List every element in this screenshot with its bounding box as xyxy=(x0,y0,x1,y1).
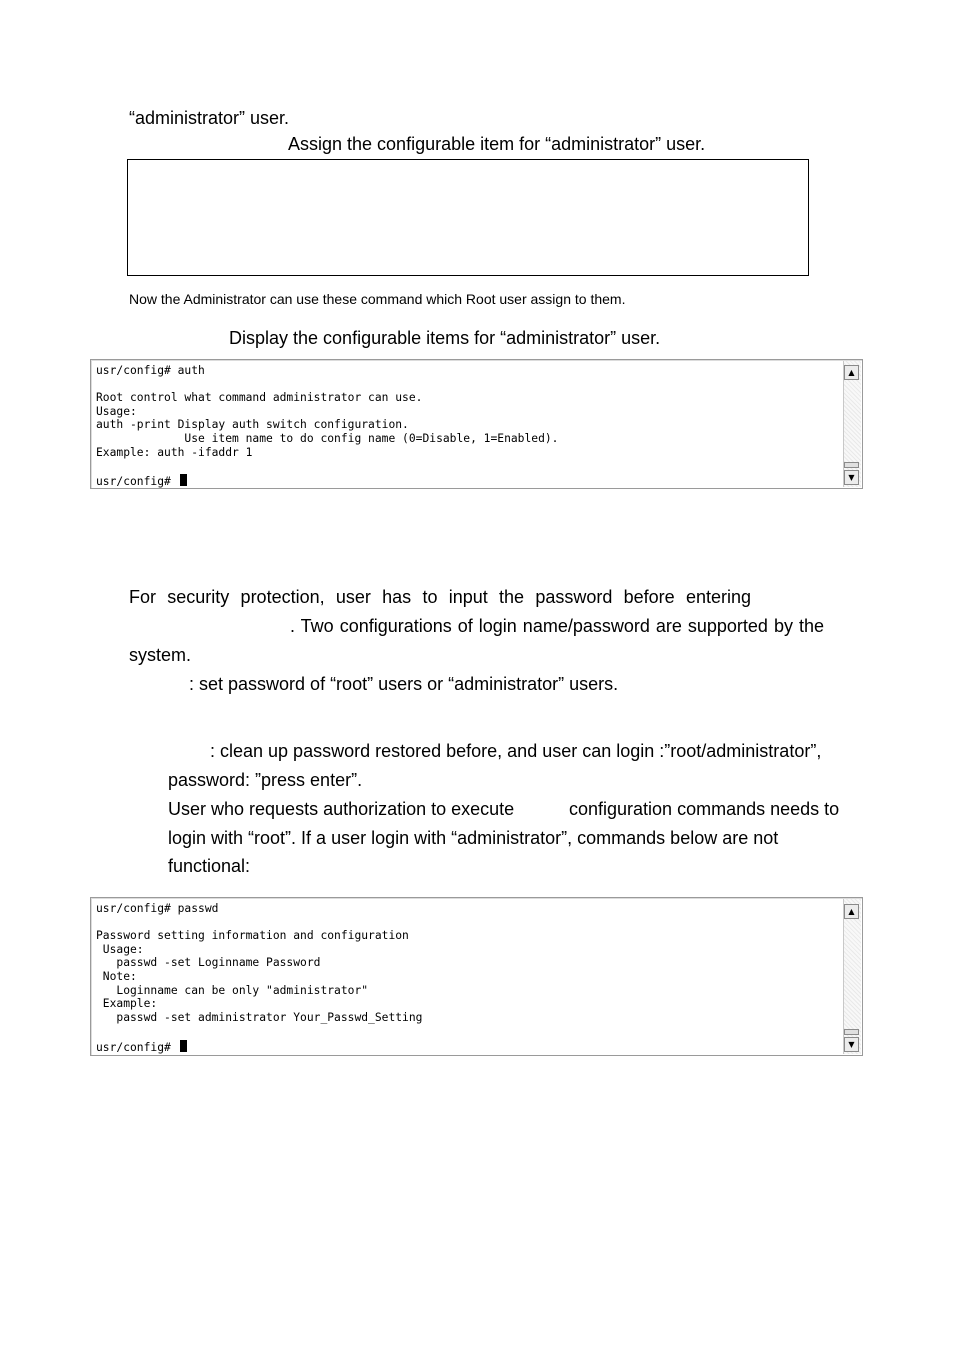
cursor-icon xyxy=(180,474,187,486)
terminal-auth-prompt[interactable] xyxy=(96,474,187,489)
para3-line1: : clean up password restored before, and user can login :”root/administrator”, xyxy=(210,741,822,761)
para3-line2: password: ”press enter”. xyxy=(168,770,363,790)
terminal-auth-output: usr/config# auth Root control what command administrator can use. Usage: auth -print Display auth switch configuration. Use item name to do config name (0=Disable, 1=Enabled). Example: auth -ifaddr 1 xyxy=(96,364,559,459)
para4-line3: functional: xyxy=(168,856,251,876)
terminal-passwd xyxy=(90,897,863,1056)
empty-example-box xyxy=(127,159,809,276)
para4-line2: login with “root”. If a user login with “administrator”, commands below are not xyxy=(168,828,779,848)
scroll-down-icon[interactable]: ▼ xyxy=(844,470,859,485)
note-text: Now the Administrator can use these command which Root user assign to them. xyxy=(129,291,626,307)
para1-line3: system. xyxy=(129,645,192,665)
para4-line1a: User who requests authorization to execute xyxy=(168,799,515,819)
terminal-passwd-output: usr/config# passwd Password setting information and configuration Usage: passwd -set Loginname Password Note: Loginname can be only "administrator" Example: passwd -set administrator Your_Passwd_Setting xyxy=(96,902,423,1024)
cursor-icon xyxy=(180,1040,187,1052)
display-caption: Display the configurable items for “administrator” user. xyxy=(229,328,661,348)
para1-line1: For security protection, user has to input the password before entering xyxy=(129,587,751,607)
scrollbar[interactable] xyxy=(843,361,861,487)
para4-line1b: configuration commands needs to xyxy=(569,799,840,819)
scroll-up-icon[interactable]: ▲ xyxy=(844,904,859,919)
scroll-up-icon[interactable]: ▲ xyxy=(844,365,859,380)
prompt-text: usr/config# xyxy=(96,1041,178,1054)
para2: : set password of “root” users or “administrator” users. xyxy=(189,674,619,694)
top-text: “administrator” user. xyxy=(129,108,290,128)
scroll-thumb[interactable] xyxy=(844,462,859,468)
terminal-auth xyxy=(90,359,863,489)
scrollbar[interactable] xyxy=(843,899,861,1054)
assign-caption: Assign the configurable item for “administrator” user. xyxy=(288,134,706,154)
scroll-thumb[interactable] xyxy=(844,1029,859,1035)
prompt-text: usr/config# xyxy=(96,475,178,488)
scroll-down-icon[interactable]: ▼ xyxy=(844,1037,859,1052)
terminal-passwd-prompt[interactable] xyxy=(96,1040,187,1055)
para1-line2: . Two configurations of login name/password are supported by the xyxy=(290,616,824,636)
